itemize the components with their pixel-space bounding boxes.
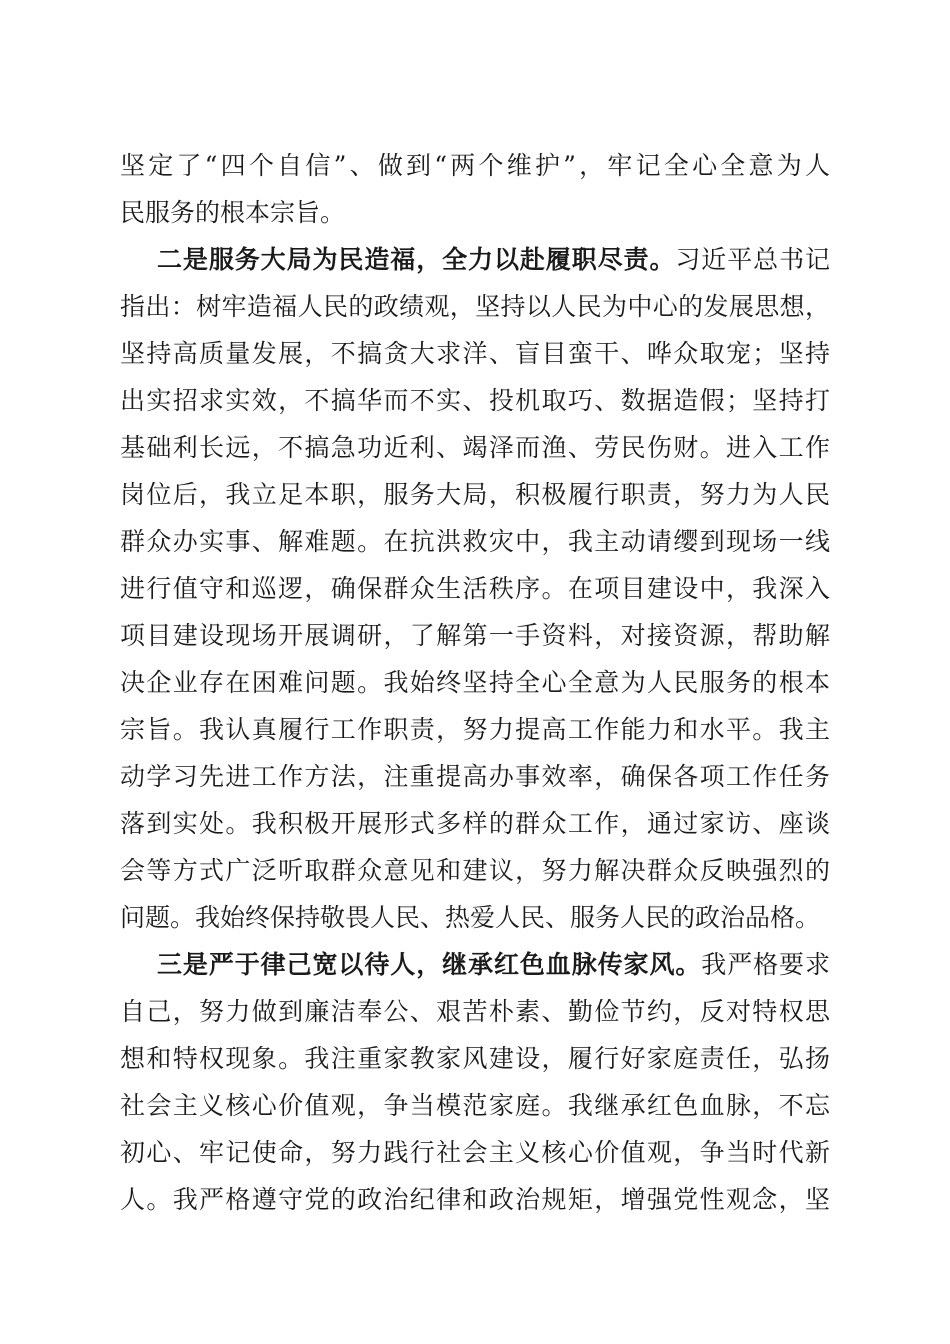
text-line: 项目建设现场开展调研，了解第一手资料，对接资源，帮助解 <box>120 621 830 650</box>
text-line: 会等方式广泛听取群众意见和建议，努力解决群众反映强烈的 <box>120 856 830 885</box>
text-line: 落到实处。我积极开展形式多样的群众工作，通过家访、座谈 <box>120 809 830 838</box>
text-line: 进行值守和巡逻，确保群众生活秩序。在项目建设中，我深入 <box>120 574 830 603</box>
text-line: 坚持高质量发展，不搞贪大求洋、盲目蛮干、哗众取宠；坚持 <box>120 339 830 368</box>
text-line: 自己，努力做到廉洁奉公、艰苦朴素、勤俭节约，反对特权思 <box>120 997 830 1026</box>
paragraph-first-line <box>120 941 830 988</box>
text-line: 初心、牢记使命，努力践行社会主义核心价值观，争当时代新 <box>120 1138 830 1167</box>
text-line: 指出：树牢造福人民的政绩观，坚持以人民为中心的发展思想， <box>120 292 830 321</box>
text-line: 坚定了“四个自信”、做到“两个维护”，牢记全心全意为人 <box>120 151 830 180</box>
text-line: 群众办实事、解难题。在抗洪救灾中，我主动请缨到现场一线 <box>120 527 830 556</box>
text-line: 岗位后，我立足本职，服务大局，积极履行职责，努力为人民 <box>120 480 830 509</box>
text-line: 出实招求实效，不搞华而不实、投机取巧、数据造假；坚持打 <box>120 386 830 415</box>
text-line: 民服务的根本宗旨。 <box>120 198 346 227</box>
text-line: 社会主义核心价值观，争当模范家庭。我继承红色血脉，不忘 <box>120 1091 830 1120</box>
text-run: 习近平总书记 <box>675 245 830 274</box>
text-line: 人。我严格遵守党的政治纪律和政治规矩，增强党性观念，坚 <box>120 1185 830 1214</box>
paragraph-lead-heading: 三是严于律己宽以待人，继承红色血脉传家风。 <box>157 950 702 979</box>
text-line: 基础利长远，不搞急功近利、竭泽而渔、劳民伤财。进入工作 <box>120 433 830 462</box>
text-line: 想和特权现象。我注重家教家风建设，履行好家庭责任，弘扬 <box>120 1044 830 1073</box>
text-line: 问题。我始终保持敬畏人民、热爱人民、服务人民的政治品格。 <box>120 903 821 932</box>
paragraph-lead-heading: 二是服务大局为民造福，全力以赴履职尽责。 <box>157 245 676 274</box>
text-line: 动学习先进工作方法，注重提高办事效率，确保各项工作任务 <box>120 762 830 791</box>
document-body <box>120 142 830 1223</box>
text-line: 决企业存在困难问题。我始终坚持全心全意为人民服务的根本 <box>120 668 830 697</box>
text-line: 宗旨。我认真履行工作职责，努力提高工作能力和水平。我主 <box>120 715 830 744</box>
text-run: 我严格要求 <box>701 950 830 979</box>
paragraph-first-line <box>120 236 830 283</box>
